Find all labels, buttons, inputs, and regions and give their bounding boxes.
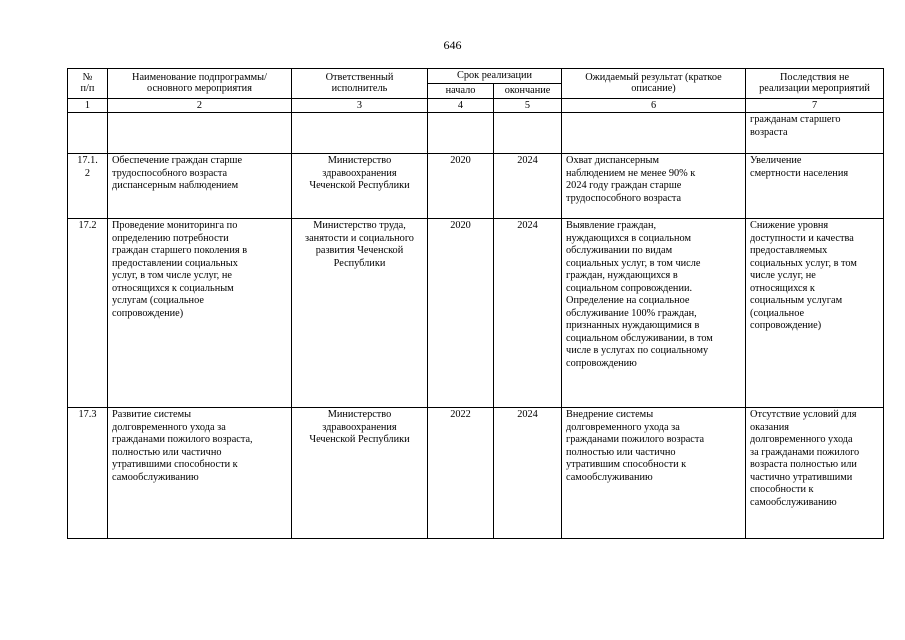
- column-number: 2: [108, 98, 292, 112]
- header-name: Наименование подпрограммы/ основного мероприятия: [108, 69, 292, 99]
- cell-num: 17.3: [68, 407, 108, 538]
- page-number: 646: [443, 38, 462, 52]
- header-result: Ожидаемый результат (краткое описание): [562, 69, 746, 99]
- column-number: 6: [562, 98, 746, 112]
- header-period: Срок реализации: [428, 69, 562, 84]
- cell-num: 17.1. 2: [68, 153, 108, 218]
- table-row: [68, 153, 884, 218]
- cell-result: Внедрение системы долговременного ухода за гражданами пожилого возраста полностью или частично утратившим способности к самообслуживанию: [562, 407, 746, 538]
- program-measures-table: [67, 68, 884, 539]
- cell-name: [108, 112, 292, 153]
- header-executor: Ответственный исполнитель: [292, 69, 428, 99]
- cell-executor: Министерство здравоохранения Чеченской Республики: [292, 407, 428, 538]
- cell-name: Проведение мониторинга по определению потребности граждан старшего поколения в предоставлении социальных услуг, в том числе услуг, не относящихся к социальным услугам (социальное сопровождение): [108, 218, 292, 407]
- header-start: начало: [428, 83, 494, 98]
- cell-executor: Министерство здравоохранения Чеченской Республики: [292, 153, 428, 218]
- table-row-continuation: [68, 112, 884, 153]
- header-row: [68, 69, 884, 84]
- cell-executor: Министерство труда, занятости и социального развития Чеченской Республики: [292, 218, 428, 407]
- cell-num: [68, 112, 108, 153]
- cell-start: 2020: [428, 153, 494, 218]
- table-row: [68, 407, 884, 538]
- cell-result: Выявление граждан, нуждающихся в социальном обслуживании по видам социальных услуг, в том числе граждан, нуждающихся в социальном сопровождении. Определение на социальное обслуживание 100% граждан, признанных нуждающимися в социальном обслуживании, в том числе в услугах по социальному сопровождению: [562, 218, 746, 407]
- column-number: 7: [746, 98, 884, 112]
- table-row: [68, 218, 884, 407]
- column-number: 1: [68, 98, 108, 112]
- column-number: 4: [428, 98, 494, 112]
- cell-consequences: Отсутствие условий для оказания долговременного ухода за гражданами пожилого возраста полностью или частично утратившими способности к самообслуживанию: [746, 407, 884, 538]
- header-consequences: Последствия не реализации мероприятий: [746, 69, 884, 99]
- cell-start: 2022: [428, 407, 494, 538]
- cell-end: 2024: [494, 153, 562, 218]
- cell-end: 2024: [494, 218, 562, 407]
- header-num: № п/п: [68, 69, 108, 99]
- cell-executor: [292, 112, 428, 153]
- cell-num: 17.2: [68, 218, 108, 407]
- cell-result: Охват диспансерным наблюдением не менее 90% к 2024 году граждан старше трудоспособного возраста: [562, 153, 746, 218]
- cell-end: [494, 112, 562, 153]
- cell-end: 2024: [494, 407, 562, 538]
- cell-name: Обеспечение граждан старше трудоспособного возраста диспансерным наблюдением: [108, 153, 292, 218]
- column-number: 5: [494, 98, 562, 112]
- column-number-row: [68, 98, 884, 112]
- cell-result: [562, 112, 746, 153]
- header-end: окончание: [494, 83, 562, 98]
- column-number: 3: [292, 98, 428, 112]
- cell-consequences: Снижение уровня доступности и качества предоставляемых социальных услуг, в том числе услуг, не относящихся к социальным услугам (социальное сопровождение): [746, 218, 884, 407]
- cell-start: [428, 112, 494, 153]
- cell-name: Развитие системы долговременного ухода за гражданами пожилого возраста, полностью или частично утратившими способности к самообслуживанию: [108, 407, 292, 538]
- cell-consequences: гражданам старшего возраста: [746, 112, 884, 153]
- cell-consequences: Увеличение смертности населения: [746, 153, 884, 218]
- cell-start: 2020: [428, 218, 494, 407]
